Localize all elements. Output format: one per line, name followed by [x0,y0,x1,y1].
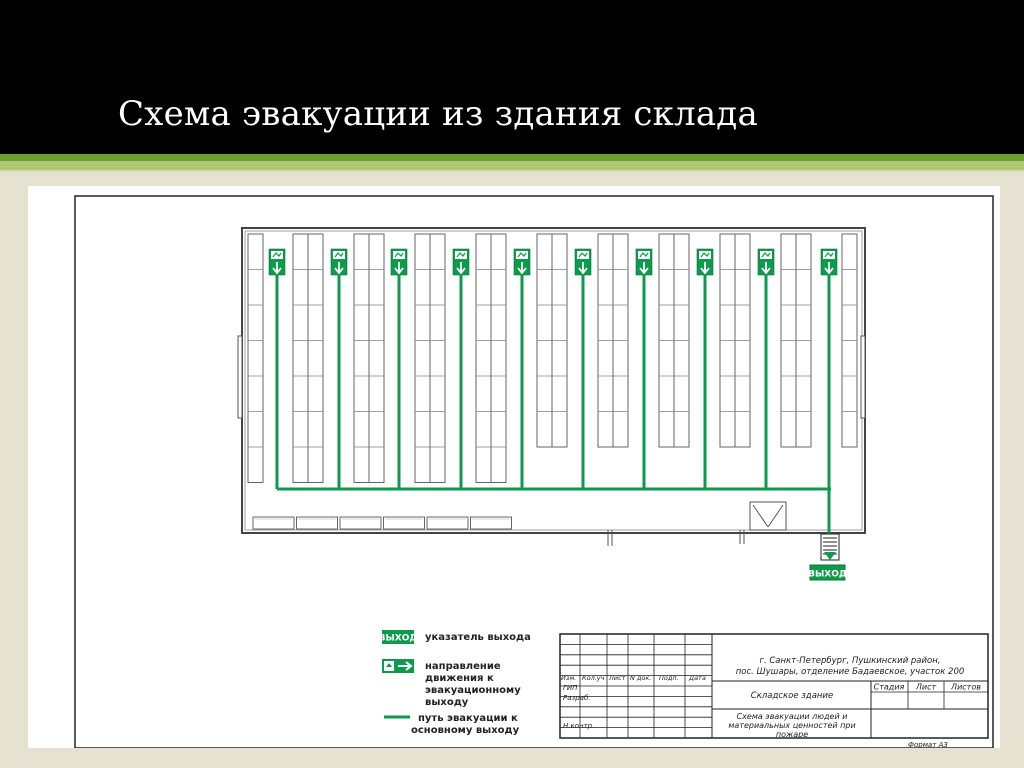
rack [476,234,506,483]
arrow-down-icon [269,249,285,275]
stamp-location-1: г. Санкт-Петербург, Пушкинский район, [759,656,941,666]
legend-path-label-1: путь эвакуации к [418,713,518,724]
legend-direction-label-1: направление [425,661,501,672]
rack [248,234,263,483]
slide-title: Схема эвакуации из здания склада [118,94,758,134]
stamp-row-gip: ГИП [563,684,578,692]
loading-gate [750,502,786,530]
rack [720,234,750,447]
side-door-left [238,336,242,418]
legend [379,630,531,736]
stamp-header-doc: N док. [630,674,652,682]
stamp-description-2: материальных ценностей при [728,721,856,730]
stamp-sheets-header: Листов [951,682,981,692]
stamp-header-qty: Кол.уч [582,674,605,682]
stamp-sheet-header: Лист [915,682,937,692]
stamp-description-3: пожаре [775,730,809,739]
arrow-down-icon [453,249,469,275]
legend-exit-label: указатель выхода [425,632,531,643]
accent-stripe [0,154,1024,161]
evacuation-plan-drawing [28,186,1000,748]
arrow-down-icon [331,249,347,275]
main-exit-label: ВЫХОД [808,569,847,580]
arrow-down-icon [758,249,774,275]
rack [415,234,445,483]
accent-stripe-light [0,161,1024,170]
rack [598,234,628,447]
title-block [560,634,988,739]
drawing-sheet [28,186,1000,748]
stamp-header-change: Изм. [561,674,577,682]
legend-direction-label-2: движения к [425,673,494,684]
legend-direction-label-4: выходу [425,697,469,708]
legend-path-label-2: основному выходу [411,725,520,736]
stamp-header-sign: Подп. [659,674,679,682]
arrow-down-icon [697,249,713,275]
arrow-down-icon [514,249,530,275]
rack [354,234,384,483]
building-plan [238,228,865,546]
stamp-row-developer: Разраб. [563,694,591,702]
stamp-row-control: Н.контр. [563,722,595,730]
side-door-right [861,336,865,418]
legend-direction-label-3: эвакуационному [425,685,521,696]
rack [842,234,857,447]
stamp-stage-header: Стадия [873,682,905,692]
stamp-header-sheet: Лист [609,674,626,682]
arrow-right-icon [382,659,414,673]
arrow-down-icon [821,249,837,275]
main-exit-stair [821,534,839,560]
stamp-location-2: пос. Шушары, отделение Бадаевское, участок 200 [735,667,965,677]
arrow-down-icon [636,249,652,275]
main-exit-sign [808,565,847,580]
arrow-down-icon [391,249,407,275]
accent-stripe-pale [0,170,1024,172]
rack [293,234,323,483]
rack [537,234,567,447]
stamp-description-1: Схема эвакуации людей и [736,712,848,721]
rack [659,234,689,447]
legend-exit-sign [379,630,418,644]
stamp-header-date: Дата [689,674,706,682]
legend-exit-sign-text: ВЫХОД [378,633,418,644]
arrow-down-icon [575,249,591,275]
sheet-format: Формат А3 [908,741,948,748]
rack [781,234,811,447]
stamp-object: Складское здание [750,691,834,701]
